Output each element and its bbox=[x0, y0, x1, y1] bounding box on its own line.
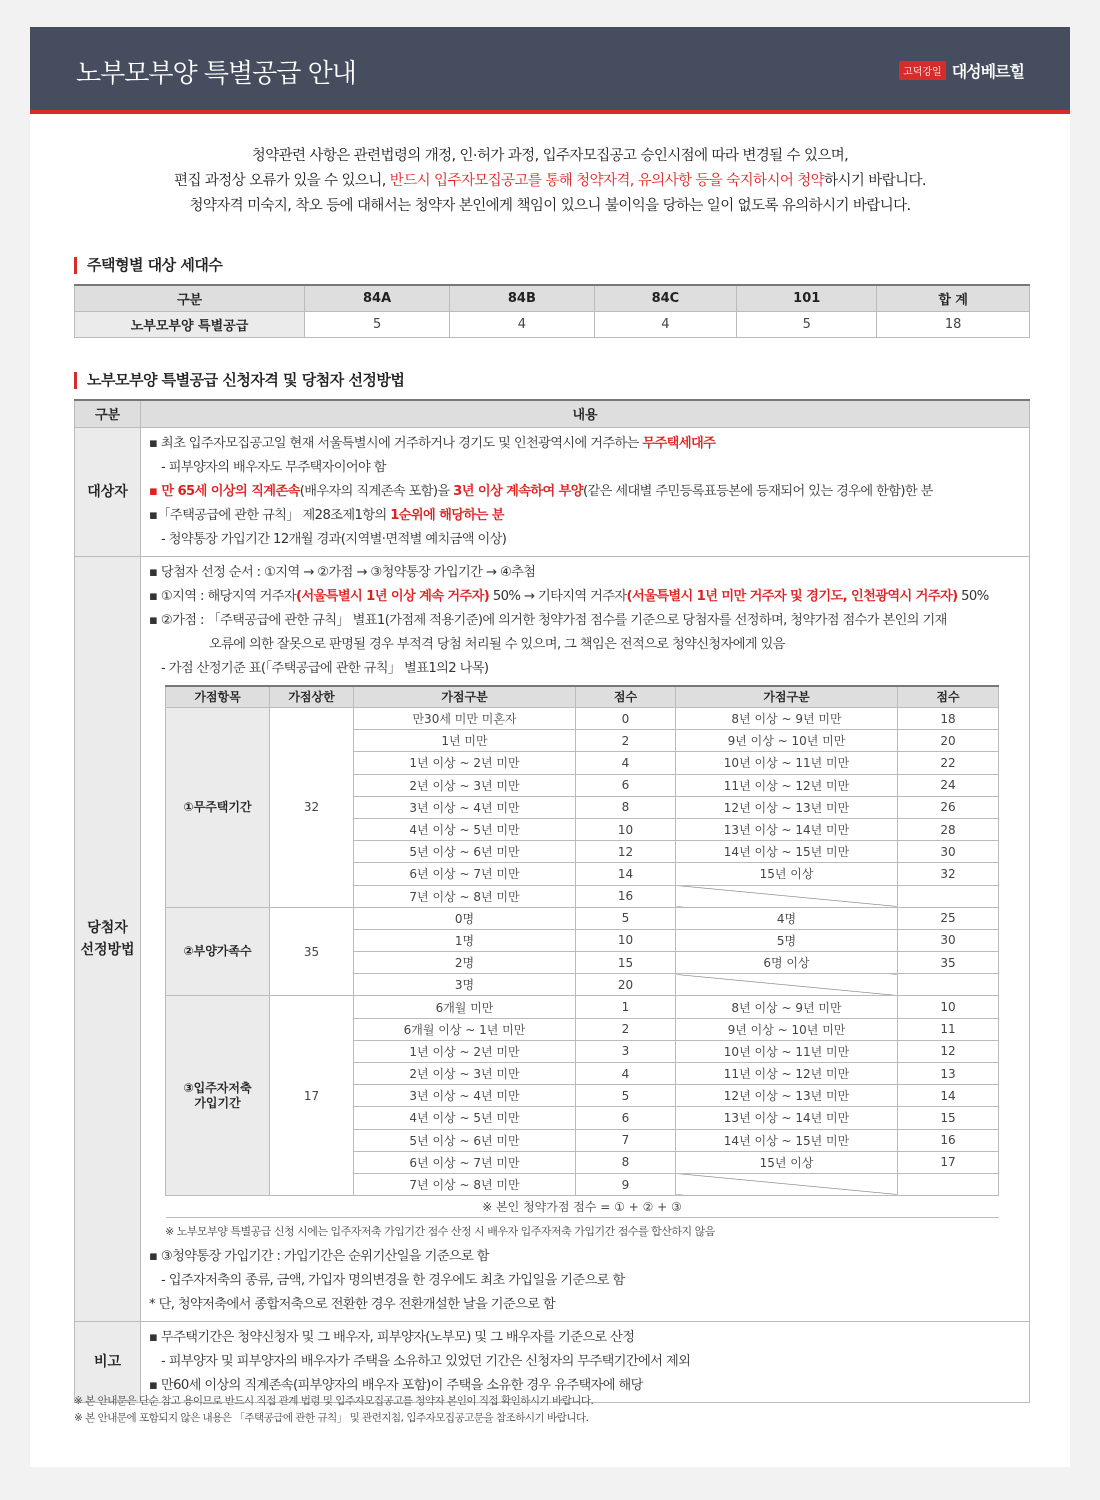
score-criterion: 1년 미만 bbox=[354, 730, 576, 752]
score-points: 16 bbox=[576, 885, 676, 907]
selection-label-line-2: 선정방법 bbox=[80, 941, 135, 958]
empty-cell-slash bbox=[676, 1173, 898, 1195]
notice-line-2-highlight: 반드시 입주자모집공고를 통해 청약자격, 유의사항 등을 숙지하시어 청약 bbox=[389, 173, 825, 189]
brand-name: 대성베르힐 bbox=[951, 62, 1024, 81]
score-category-label: 가입기간 bbox=[194, 1095, 241, 1110]
units-value: 5 bbox=[737, 311, 877, 337]
brand-tag: 고덕강일 bbox=[899, 61, 946, 80]
score-points: 10 bbox=[898, 996, 999, 1018]
score-points: 6 bbox=[576, 1107, 676, 1129]
remark-line-3: ▪ 만60세 이상의 직계존속(피부양자의 배우자 포함)이 주택을 소유한 경우 유주택자에 해당 bbox=[149, 1378, 643, 1394]
guide-page bbox=[30, 27, 1070, 1467]
selection-line-1: ▪ 당첨자 선정 순서 : ①지역 → ②가점 → ③청약통장 가입기간 → ④추첨 bbox=[149, 564, 536, 580]
target-line-4-text: ▪「주택공급에 관한 규칙」 제28조제1항의 bbox=[149, 507, 391, 523]
units-value: 4 bbox=[450, 311, 594, 337]
score-points: 22 bbox=[898, 752, 999, 774]
score-criterion: 10년 이상 ~ 11년 미만 bbox=[676, 1040, 898, 1062]
units-header: 84C bbox=[594, 285, 737, 311]
score-criterion: 3년 이상 ~ 4년 미만 bbox=[354, 796, 576, 818]
target-line-4 bbox=[149, 504, 1029, 528]
score-criterion: 6개월 미만 bbox=[354, 996, 576, 1018]
score-criterion: 9년 이상 ~ 10년 미만 bbox=[676, 1018, 898, 1040]
score-points: 12 bbox=[898, 1040, 999, 1062]
target-line-3-highlight-2: 3년 이상 계속하여 부양 bbox=[453, 483, 583, 499]
page-title: 노부모부양 특별공급 안내 bbox=[76, 59, 356, 89]
footer-notes bbox=[74, 1393, 593, 1427]
score-points: 5 bbox=[576, 1085, 676, 1107]
empty-cell-slash bbox=[676, 885, 898, 907]
score-criterion: 5명 bbox=[676, 929, 898, 951]
score-category bbox=[166, 996, 270, 1196]
score-points: 24 bbox=[898, 774, 999, 796]
empty-cell bbox=[898, 1173, 999, 1195]
score-criterion: 14년 이상 ~ 15년 미만 bbox=[676, 841, 898, 863]
score-criterion: 4년 이상 ~ 5년 미만 bbox=[354, 1107, 576, 1129]
score-header: 가점상한 bbox=[270, 686, 354, 708]
selection-line-2-c: 50% bbox=[957, 588, 989, 604]
score-points: 15 bbox=[576, 952, 676, 974]
score-points: 0 bbox=[576, 708, 676, 730]
score-category-label: ①무주택기간 bbox=[183, 799, 252, 814]
score-points: 3 bbox=[576, 1040, 676, 1062]
score-criterion: 4명 bbox=[676, 907, 898, 929]
footer-note-1: ※ 본 안내문은 단순 참고 용이므로 반드시 직접 관계 법령 및 입주자모집공고를 청약자 본인이 직접 확인하시기 바랍니다. bbox=[74, 1395, 594, 1407]
score-criterion: 2년 이상 ~ 3년 미만 bbox=[354, 1063, 576, 1085]
qualification-table bbox=[74, 399, 1030, 1403]
score-points: 25 bbox=[898, 907, 999, 929]
units-section-title: 주택형별 대상 세대수 bbox=[74, 257, 222, 274]
score-points: 9 bbox=[576, 1173, 676, 1195]
score-criterion: 3명 bbox=[354, 974, 576, 996]
score-criterion: 12년 이상 ~ 13년 미만 bbox=[676, 1085, 898, 1107]
score-points: 17 bbox=[898, 1151, 999, 1173]
score-criterion: 8년 이상 ~ 9년 미만 bbox=[676, 708, 898, 730]
score-points: 15 bbox=[898, 1107, 999, 1129]
units-header-row bbox=[75, 285, 1030, 311]
units-row-label: 노부모부양 특별공급 bbox=[75, 311, 305, 337]
selection-content bbox=[141, 556, 1030, 1322]
score-points: 26 bbox=[898, 796, 999, 818]
score-row bbox=[166, 996, 999, 1018]
score-points: 2 bbox=[576, 730, 676, 752]
score-points: 14 bbox=[576, 863, 676, 885]
score-row bbox=[166, 708, 999, 730]
empty-cell-slash bbox=[676, 974, 898, 996]
score-points: 13 bbox=[898, 1063, 999, 1085]
target-line-1-text: ▪ 최초 입주자모집공고일 현재 서울특별시에 거주하거나 경기도 및 인천광역시에 거주하는 bbox=[149, 435, 643, 451]
score-points: 30 bbox=[898, 929, 999, 951]
target-line-3-text-a: (배우자의 직계존속 포함)을 bbox=[299, 483, 454, 499]
score-criterion: 7년 이상 ~ 8년 미만 bbox=[354, 885, 576, 907]
score-criterion: 13년 이상 ~ 14년 미만 bbox=[676, 1107, 898, 1129]
score-points: 16 bbox=[898, 1129, 999, 1151]
units-value: 4 bbox=[594, 311, 737, 337]
score-criterion: 15년 이상 bbox=[676, 1151, 898, 1173]
score-header: 가점항목 bbox=[166, 686, 270, 708]
score-category-label: ③입주자저축 bbox=[183, 1080, 252, 1095]
score-criterion: 5년 이상 ~ 6년 미만 bbox=[354, 841, 576, 863]
units-value: 18 bbox=[877, 311, 1030, 337]
score-criterion: 3년 이상 ~ 4년 미만 bbox=[354, 1085, 576, 1107]
score-criterion: 11년 이상 ~ 12년 미만 bbox=[676, 774, 898, 796]
score-points: 7 bbox=[576, 1129, 676, 1151]
selection-line-3b: 오류에 의한 잘못으로 판명될 경우 부적격 당첨 처리될 수 있으며, 그 책임은 전적으로 청약신청자에게 있음 bbox=[209, 636, 785, 652]
brand-logo bbox=[899, 59, 1024, 82]
selection-row bbox=[75, 556, 1030, 1322]
qual-section-title: 노부모부양 특별공급 신청자격 및 당첨자 선정방법 bbox=[74, 372, 404, 389]
score-criterion: 2명 bbox=[354, 952, 576, 974]
score-criterion: 5년 이상 ~ 6년 미만 bbox=[354, 1129, 576, 1151]
remark-line-2: - 피부양자 및 피부양자의 배우자가 주택을 소유하고 있었던 기간은 신청자의 무주택기간에서 제외 bbox=[161, 1354, 691, 1370]
score-header: 가점구분 bbox=[354, 686, 576, 708]
qual-header-row bbox=[75, 400, 1030, 427]
notice-line-2 bbox=[30, 169, 1070, 194]
remark-row bbox=[75, 1322, 1030, 1403]
selection-line-2-a: ▪ ①지역 : 해당지역 거주자 bbox=[149, 588, 297, 604]
score-category-label: ②부양가족수 bbox=[183, 944, 252, 959]
score-body bbox=[166, 708, 999, 1196]
score-header: 가점구분 bbox=[676, 686, 898, 708]
score-max: 35 bbox=[270, 907, 354, 996]
score-criterion: 1년 이상 ~ 2년 미만 bbox=[354, 1040, 576, 1062]
notice-text bbox=[30, 144, 1070, 219]
selection-line-2-highlight-1: (서울특별시 1년 이상 계속 거주자) bbox=[296, 588, 490, 604]
units-header: 합 계 bbox=[877, 285, 1030, 311]
score-max: 32 bbox=[270, 708, 354, 908]
score-criterion: 11년 이상 ~ 12년 미만 bbox=[676, 1063, 898, 1085]
selection-line-2 bbox=[149, 585, 1029, 609]
score-criterion: 6명 이상 bbox=[676, 952, 898, 974]
target-line-4-highlight: 1순위에 해당하는 분 bbox=[390, 507, 504, 523]
score-points: 1 bbox=[576, 996, 676, 1018]
units-header: 101 bbox=[737, 285, 877, 311]
units-row bbox=[75, 311, 1030, 337]
target-content bbox=[141, 427, 1030, 556]
selection-line-6: - 입주자저축의 종류, 금액, 가입자 명의변경을 한 경우에도 최초 가입일을 기준으로 함 bbox=[161, 1273, 625, 1289]
score-points: 11 bbox=[898, 1018, 999, 1040]
notice-line-2-a: 편집 과정상 오류가 있을 수 있으니, bbox=[174, 173, 390, 189]
remark-label: 비고 bbox=[75, 1322, 141, 1403]
score-criterion: 0명 bbox=[354, 907, 576, 929]
score-small-note: ※ 노부모부양 특별공급 신청 시에는 입주자저축 가입기간 점수 산정 시 배우자 입주자저축 가입기간 점수를 합산하지 않음 bbox=[165, 1225, 715, 1239]
score-sum-row bbox=[166, 1196, 999, 1218]
selection-line-7: * 단, 청약저축에서 종합저축으로 전환한 경우 전환개설한 날을 기준으로 함 bbox=[149, 1297, 556, 1313]
notice-line-2-b: 하시기 바랍니다. bbox=[824, 173, 926, 189]
score-max: 17 bbox=[270, 996, 354, 1196]
score-criterion: 2년 이상 ~ 3년 미만 bbox=[354, 774, 576, 796]
target-label: 대상자 bbox=[75, 427, 141, 556]
score-points: 35 bbox=[898, 952, 999, 974]
score-points: 30 bbox=[898, 841, 999, 863]
notice-line-3: 청약자격 미숙지, 착오 등에 대해서는 청약자 본인에게 책임이 있으니 불이익을 당하는 일이 없도록 유의하시기 바랍니다. bbox=[189, 198, 911, 214]
score-points: 6 bbox=[576, 774, 676, 796]
score-points: 4 bbox=[576, 752, 676, 774]
empty-cell bbox=[898, 974, 999, 996]
score-criterion: 14년 이상 ~ 15년 미만 bbox=[676, 1129, 898, 1151]
score-criterion: 8년 이상 ~ 9년 미만 bbox=[676, 996, 898, 1018]
score-points: 8 bbox=[576, 1151, 676, 1173]
qual-content-header: 내용 bbox=[141, 400, 1030, 427]
score-criterion: 4년 이상 ~ 5년 미만 bbox=[354, 818, 576, 840]
selection-label bbox=[75, 556, 141, 1322]
target-line-2: - 피부양자의 배우자도 무주택자이어야 함 bbox=[161, 459, 386, 475]
units-header: 84A bbox=[305, 285, 450, 311]
target-row bbox=[75, 427, 1030, 556]
units-value: 5 bbox=[305, 311, 450, 337]
score-sum-note: ※ 본인 청약가점 점수 = ① + ② + ③ bbox=[166, 1196, 999, 1218]
score-criterion: 12년 이상 ~ 13년 미만 bbox=[676, 796, 898, 818]
score-criterion: 6년 이상 ~ 7년 미만 bbox=[354, 1151, 576, 1173]
target-line-5: - 청약통장 가입기간 12개월 경과(지역별·면적별 예치금액 이상) bbox=[161, 531, 507, 547]
header-bar bbox=[30, 27, 1070, 114]
units-header: 84B bbox=[450, 285, 594, 311]
units-header: 구분 bbox=[75, 285, 305, 311]
score-criterion: 만30세 미만 미혼자 bbox=[354, 708, 576, 730]
empty-cell bbox=[898, 885, 999, 907]
selection-line-3: ▪ ②가점 : 「주택공급에 관한 규칙」 별표1(가점제 적용기준)에 의거한 청약가점 점수를 기준으로 당첨자를 선정하며, 청약가점 점수가 본인의 기재 bbox=[149, 612, 947, 628]
footer-note-2: ※ 본 안내문에 포함되지 않은 내용은 「주택공급에 관한 규칙」 및 관련지침, 입주자모집공고문을 참조하시기 바랍니다. bbox=[74, 1412, 589, 1424]
score-criterion: 9년 이상 ~ 10년 미만 bbox=[676, 730, 898, 752]
score-points: 28 bbox=[898, 818, 999, 840]
score-points: 12 bbox=[576, 841, 676, 863]
selection-line-5: ▪ ③청약통장 가입기간 : 가입기간은 순위기산일을 기준으로 함 bbox=[149, 1249, 489, 1265]
score-category bbox=[166, 907, 270, 996]
score-criterion: 15년 이상 bbox=[676, 863, 898, 885]
score-header: 점수 bbox=[898, 686, 999, 708]
score-points: 8 bbox=[576, 796, 676, 818]
score-criterion: 10년 이상 ~ 11년 미만 bbox=[676, 752, 898, 774]
score-row bbox=[166, 907, 999, 929]
score-points: 14 bbox=[898, 1085, 999, 1107]
score-table bbox=[165, 685, 999, 1219]
score-points: 20 bbox=[898, 730, 999, 752]
score-criterion: 6개월 이상 ~ 1년 미만 bbox=[354, 1018, 576, 1040]
score-points: 4 bbox=[576, 1063, 676, 1085]
remark-line-1: ▪ 무주택기간은 청약신청자 및 그 배우자, 피부양자(노부모) 및 그 배우자를 기준으로 산정 bbox=[149, 1330, 635, 1346]
score-criterion: 7년 이상 ~ 8년 미만 bbox=[354, 1173, 576, 1195]
selection-line-2-b: 50% → 기타지역 거주자 bbox=[489, 588, 627, 604]
score-criterion: 13년 이상 ~ 14년 미만 bbox=[676, 818, 898, 840]
score-points: 18 bbox=[898, 708, 999, 730]
score-points: 20 bbox=[576, 974, 676, 996]
target-line-3 bbox=[149, 480, 1029, 504]
score-header-row bbox=[166, 686, 999, 708]
score-category bbox=[166, 708, 270, 908]
notice-line-1: 청약관련 사항은 관련법령의 개정, 인·허가 과정, 입주자모집공고 승인시점에 따라 변경될 수 있으며, bbox=[251, 148, 849, 164]
target-line-3-highlight-1: ▪ 만 65세 이상의 직계존속 bbox=[149, 483, 300, 499]
selection-line-2-highlight-2: (서울특별시 1년 미만 거주자 및 경기도, 인천광역시 거주자) bbox=[626, 588, 958, 604]
target-line-1-highlight: 무주택세대주 bbox=[642, 435, 716, 451]
remark-content bbox=[141, 1322, 1030, 1403]
score-criterion: 6년 이상 ~ 7년 미만 bbox=[354, 863, 576, 885]
units-table bbox=[74, 284, 1030, 338]
selection-label-line-1: 당첨자 bbox=[87, 919, 128, 936]
selection-line-4: - 가점 산정기준 표(「주택공급에 관한 규칙」 별표1의2 나목) bbox=[161, 660, 489, 676]
score-points: 10 bbox=[576, 818, 676, 840]
qual-col-header: 구분 bbox=[75, 400, 141, 427]
score-criterion: 1년 이상 ~ 2년 미만 bbox=[354, 752, 576, 774]
score-points: 5 bbox=[576, 907, 676, 929]
score-points: 32 bbox=[898, 863, 999, 885]
score-criterion: 1명 bbox=[354, 929, 576, 951]
target-line-3-text-b: (같은 세대별 주민등록표등본에 등재되어 있는 경우에 한함)한 분 bbox=[582, 483, 933, 499]
score-header: 점수 bbox=[576, 686, 676, 708]
target-line-1 bbox=[149, 432, 1029, 456]
score-points: 2 bbox=[576, 1018, 676, 1040]
score-points: 10 bbox=[576, 929, 676, 951]
